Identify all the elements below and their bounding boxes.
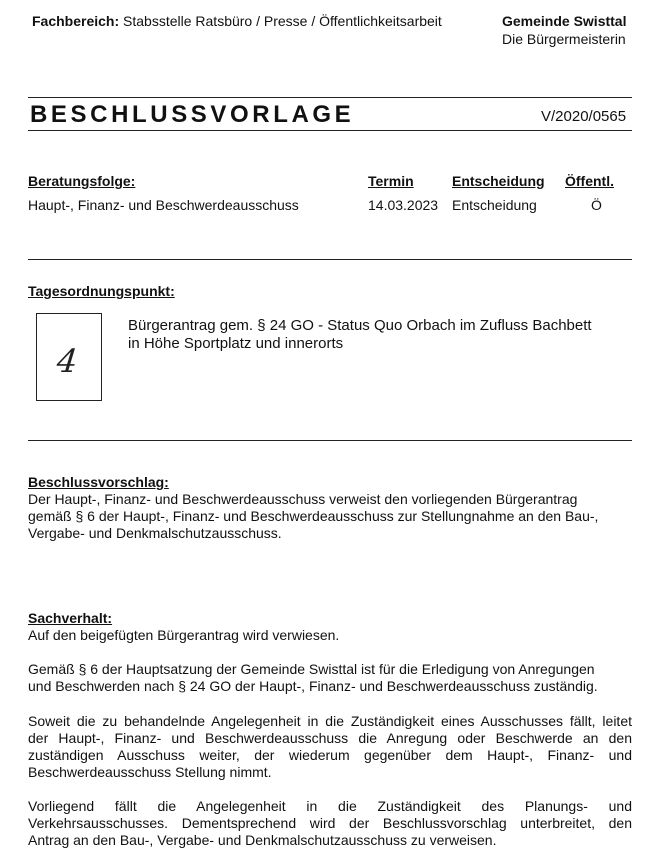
col-termin-header: Termin: [368, 173, 414, 189]
p3-line: der Haupt-, Finanz- und Beschwerdeausschuss die Anregung oder Beschwerde an den: [28, 730, 632, 746]
col-entscheidung-header: Entscheidung: [452, 173, 545, 189]
vorlage-number: V/2020/0565: [541, 108, 627, 125]
p2-line: Gemäß § 6 der Hauptsatzung der Gemeinde Swisttal ist für die Erledigung von Anregungen: [28, 661, 595, 677]
beschluss-line: gemäß § 6 der Haupt-, Finanz- und Beschwerdeausschuss zur Stellungnahme an den Bau-,: [28, 508, 599, 524]
beratung-rule: [28, 259, 632, 260]
document-title: BESCHLUSSVORLAGE: [30, 101, 355, 128]
p4-line: Vorliegend fällt die Angelegenheit in die Zuständigkeit des Planungs- und: [28, 798, 632, 814]
p3-line: Soweit die zu behandelnde Angelegenheit in die Zuständigkeit eines Ausschusses fällt, leitet: [28, 713, 632, 729]
p3-line: Beschwerdeausschuss Stellung nimmt.: [28, 764, 272, 780]
p4-line: Antrag an den Bau-, Vergabe- und Denkmalschutzausschuss zu verweisen.: [28, 832, 497, 848]
fachbereich-value: Stabsstelle Ratsbüro / Presse / Öffentlichkeitsarbeit: [123, 13, 442, 29]
top-number-box: [36, 313, 102, 401]
row-termin: 14.03.2023: [368, 197, 439, 213]
beschluss-line: Vergabe- und Denkmalschutzausschuss.: [28, 525, 282, 541]
row-oeffentl: Ö: [591, 197, 602, 213]
sachverhalt-p3: [28, 713, 632, 781]
beschlussvorschlag-heading: Beschlussvorschlag:: [28, 474, 169, 490]
fachbereich-label: Fachbereich:: [32, 13, 120, 29]
row-entscheidung: Entscheidung: [452, 197, 537, 213]
top-title-line-1: Bürgerantrag gem. § 24 GO - Status Quo Orbach im Zufluss Bachbett: [128, 317, 592, 334]
beratungsfolge-heading: Beratungsfolge:: [28, 173, 136, 189]
row-gremium: Haupt-, Finanz- und Beschwerdeausschuss: [28, 197, 299, 213]
sachverhalt-p1: Auf den beigefügten Bürgerantrag wird verwiesen.: [28, 627, 340, 643]
sachverhalt-p2: [28, 661, 632, 695]
top-title-line-2: in Höhe Sportplatz und innerorts: [128, 335, 344, 352]
top-number-handwritten: 4: [55, 342, 80, 380]
col-oeffentl-header: Öffentl.: [565, 173, 614, 189]
title-top-rule: [28, 97, 632, 98]
sachverhalt-p4: [28, 798, 632, 849]
fachbereich-line: [32, 13, 442, 29]
gemeinde-name: Gemeinde Swisttal: [502, 13, 627, 29]
beschlussvorschlag-text: [28, 491, 632, 542]
p3-line: zuständigen Ausschuss weiter, der wiederum gegenüber dem Haupt-, Finanz- und: [28, 747, 632, 763]
sachverhalt-heading: Sachverhalt:: [28, 610, 113, 626]
p4-line: Verkehrsausschusses. Dementsprechend wird der Beschlussvorschlag unterbreitet, den: [28, 815, 632, 831]
beschluss-line: Der Haupt-, Finanz- und Beschwerdeausschuss verweist den vorliegenden Bürgerantrag: [28, 491, 578, 507]
tagesordnungspunkt-heading: Tagesordnungspunkt:: [28, 283, 175, 299]
title-bottom-rule: [28, 130, 632, 131]
p2-line: und Beschwerden nach § 24 GO der Haupt-, Finanz- und Beschwerdeausschuss zuständig.: [28, 678, 598, 694]
top-rule: [28, 440, 632, 441]
buergermeisterin: Die Bürgermeisterin: [502, 31, 626, 47]
